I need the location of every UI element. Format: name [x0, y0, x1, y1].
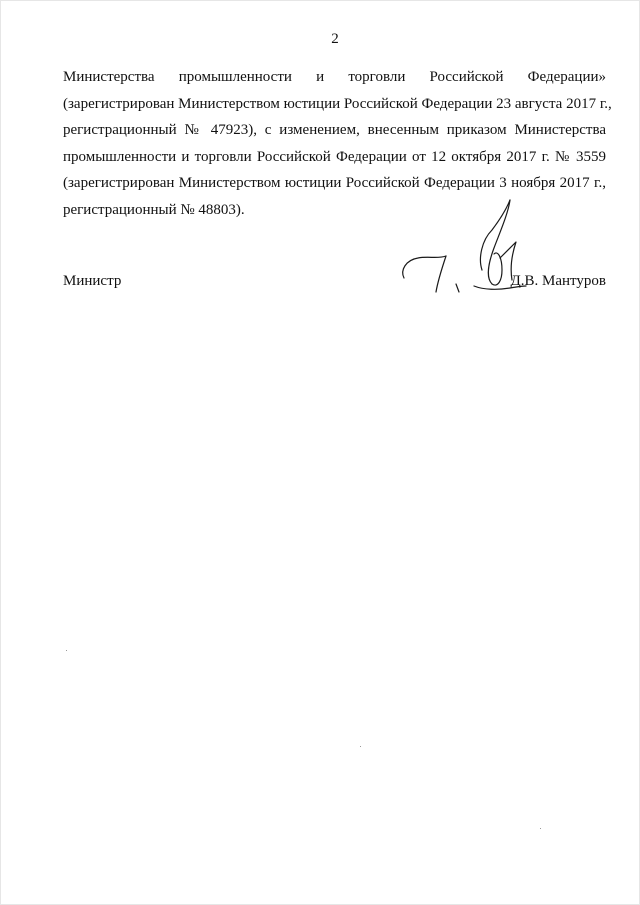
scan-artifact [360, 746, 361, 747]
paragraph-line: (зарегистрирован Министерством юстиции Российской Федерации 23 августа 2017 г., [63, 95, 612, 112]
scan-artifact [66, 650, 67, 651]
scan-artifact [540, 828, 541, 829]
signature-row [63, 273, 606, 297]
signer-name: Д.В. Мантуров [510, 273, 606, 289]
paragraph-line: Министерства промышленности и торговли Российской Федерации» [63, 69, 606, 85]
paragraph-line: (зарегистрирован Министерством юстиции Российской Федерации 3 ноября 2017 г., [63, 175, 606, 192]
paragraph-line: промышленности и торговли Российской Федерации от 12 октября 2017 г. № 3559 [63, 148, 606, 165]
signer-position: Министр [63, 273, 122, 289]
paragraph-line: регистрационный № 48803). [63, 201, 245, 218]
page-number: 2 [331, 31, 339, 47]
paragraph-line: регистрационный № 47923), с изменением, внесенным приказом Министерства [63, 122, 606, 139]
